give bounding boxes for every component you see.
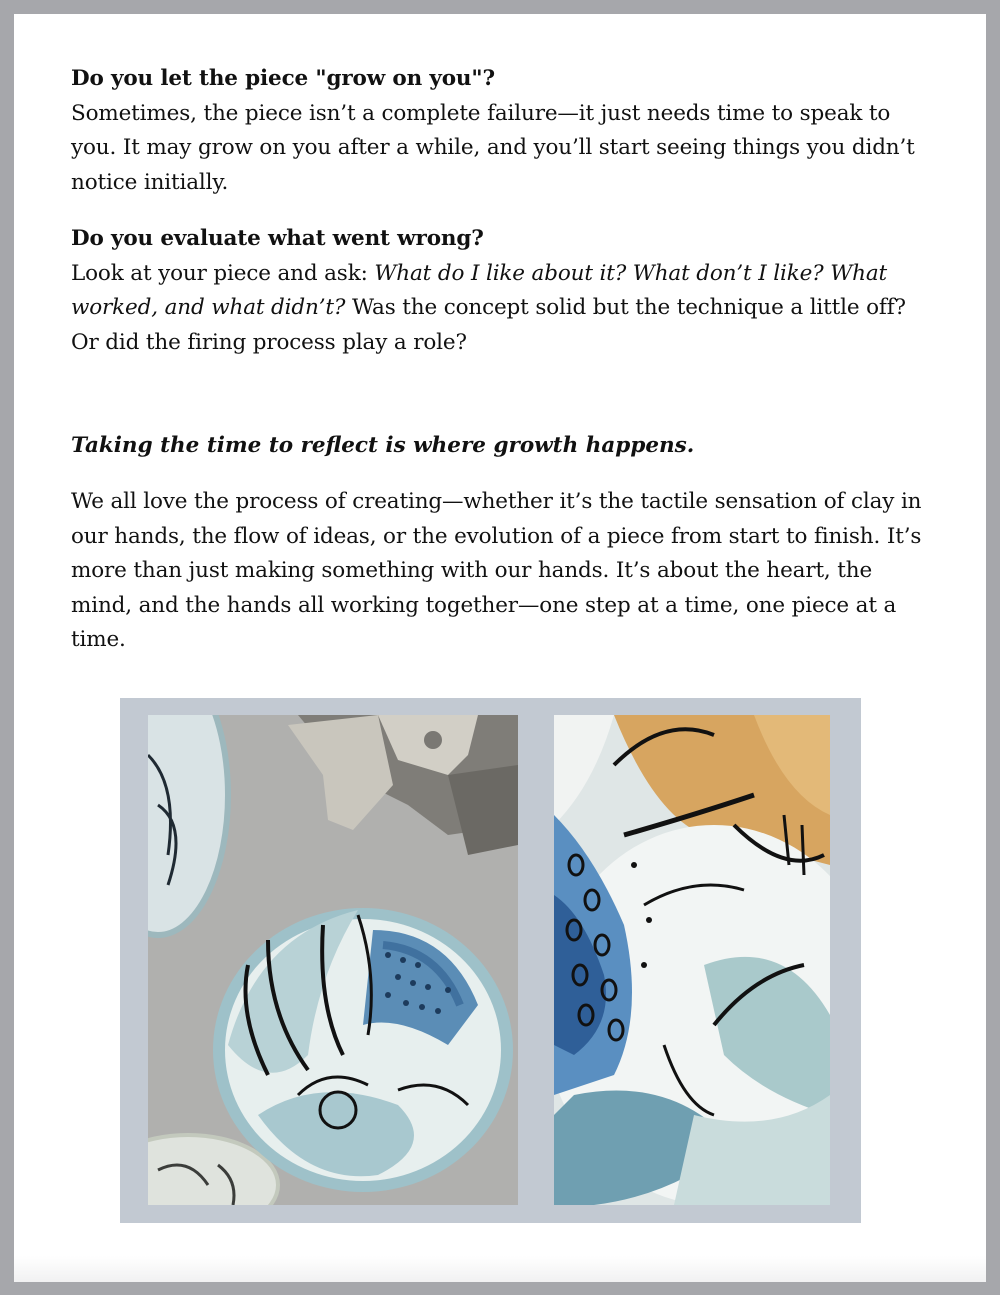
section-evaluate	[71, 222, 931, 360]
section-heading: Do you evaluate what went wrong?	[71, 226, 484, 251]
photo-bowl-interior-closeup	[554, 715, 830, 1205]
reflection-questions: What do I like about it? What don’t I like? What worked, and what didn’t?	[71, 260, 888, 320]
document-page	[14, 14, 986, 1282]
reflection-callout: Taking the time to reflect is where growth happens.	[71, 433, 695, 458]
closing-paragraph: We all love the process of creating—whether it’s the tactile sensation of clay in our hands, the flow of ideas, or the evolution of a piece from start to finish. It’s more than just making something with our hands. It’s about the heart, the mind, and the hands all working together—one step at a time, one piece at a time.	[71, 489, 922, 652]
paragraph-intro: Look at your piece and ask:	[71, 260, 375, 286]
section-paragraph	[71, 257, 931, 361]
section-heading: Do you let the piece "grow on you"?	[71, 66, 495, 91]
page-bottom-edge	[14, 1256, 986, 1282]
section-paragraph: Sometimes, the piece isn’t a complete failure—it just needs time to speak to you. It may grow on you after a while, and you’ll start seeing things you didn’t notice initially.	[71, 100, 915, 195]
photo-bowl-top-view	[148, 715, 518, 1205]
pottery-photo-gallery	[120, 698, 861, 1223]
section-grow-on-you	[71, 62, 931, 200]
paragraph-rest: Was the concept solid but the technique a little off? Or did the firing process play a role?	[71, 295, 906, 355]
